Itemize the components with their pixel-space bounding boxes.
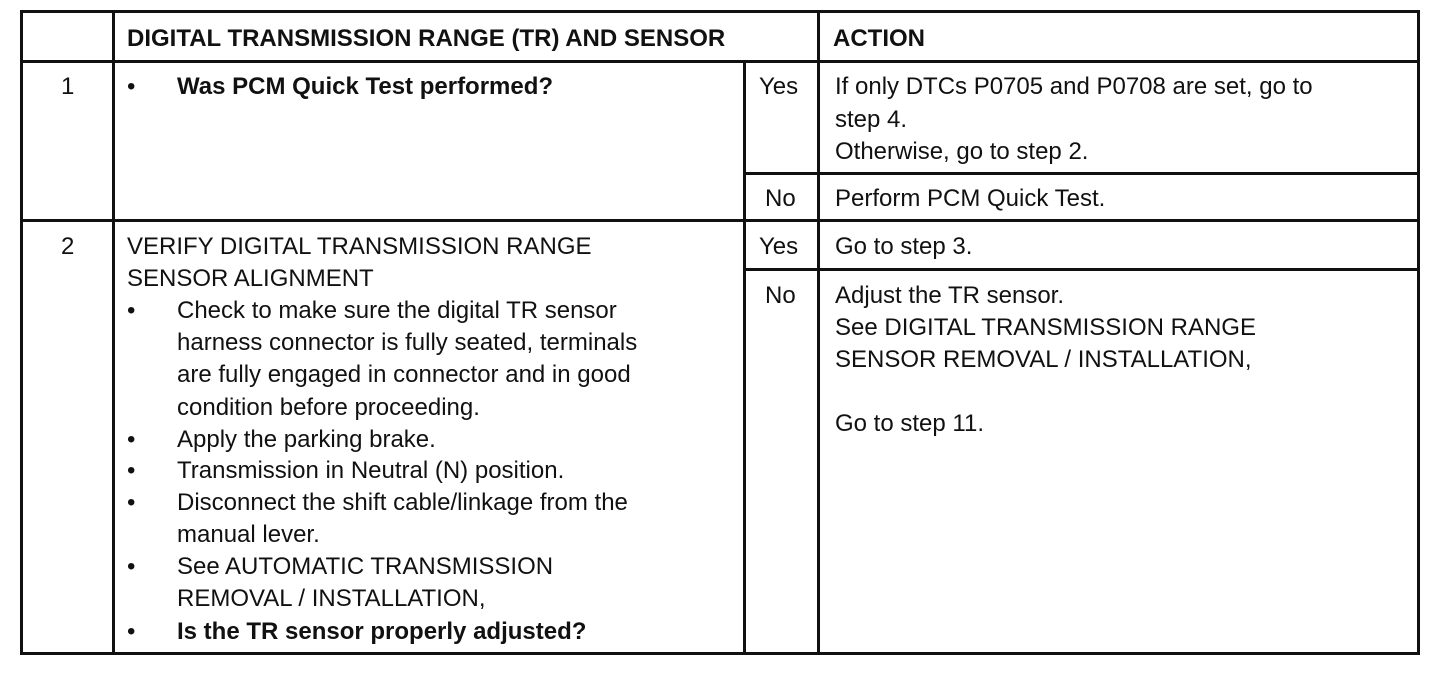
row1-no-action-line: Perform PCM Quick Test. — [835, 185, 1106, 212]
diagnostic-table — [20, 10, 1420, 655]
bullet-icon: • — [127, 489, 136, 516]
row2-bullet-line: Check to make sure the digital TR sensor — [177, 297, 617, 324]
row-divider — [23, 219, 1417, 222]
row2-no-action-line: Adjust the TR sensor. — [835, 282, 1065, 309]
row2-bullet-line: Apply the parking brake. — [177, 426, 436, 453]
row2-title-line: SENSOR ALIGNMENT — [127, 265, 374, 292]
bullet-icon: • — [127, 457, 136, 484]
row2-bullet-line: Transmission in Neutral (N) position. — [177, 457, 565, 484]
header-action-title: ACTION — [833, 25, 925, 52]
row2-bullet-line: See AUTOMATIC TRANSMISSION — [177, 553, 554, 580]
row2-number: 2 — [61, 233, 75, 260]
row1-yes-action-line: step 4. — [835, 106, 908, 133]
bullet-icon: • — [127, 618, 136, 645]
row2-no-action-line: SENSOR REMOVAL / INSTALLATION, — [835, 346, 1252, 373]
bullet-icon: • — [127, 73, 136, 100]
row1-yes-no-divider — [743, 172, 1417, 175]
row1-yes-label: Yes — [759, 73, 799, 100]
row2-bullet-line: condition before proceeding. — [177, 394, 480, 421]
row2-title-line: VERIFY DIGITAL TRANSMISSION RANGE — [127, 233, 592, 260]
row2-no-action-line: Go to step 11. — [835, 410, 984, 437]
row2-question: Is the TR sensor properly adjusted? — [177, 618, 587, 645]
row2-no-action-line: See DIGITAL TRANSMISSION RANGE — [835, 314, 1256, 341]
row2-no-label: No — [765, 282, 796, 309]
row2-yes-no-divider — [743, 268, 1417, 271]
row2-yes-action-line: Go to step 3. — [835, 233, 973, 260]
bullet-icon: • — [127, 553, 136, 580]
row2-yes-label: Yes — [759, 233, 799, 260]
header-divider — [23, 60, 1417, 63]
row2-bullet-line: REMOVAL / INSTALLATION, — [177, 585, 486, 612]
row2-bullet-line: are fully engaged in connector and in good — [177, 361, 631, 388]
row1-no-label: No — [765, 185, 796, 212]
number-col-divider — [112, 13, 115, 652]
bullet-icon: • — [127, 297, 136, 324]
action-col-divider — [817, 13, 820, 652]
header-step-title: DIGITAL TRANSMISSION RANGE (TR) AND SENSOR — [127, 25, 726, 52]
row1-number: 1 — [61, 73, 75, 100]
row1-yes-action-line: Otherwise, go to step 2. — [835, 138, 1089, 165]
yesno-col-divider — [743, 60, 746, 652]
bullet-icon: • — [127, 426, 136, 453]
row1-yes-action-line: If only DTCs P0705 and P0708 are set, go to — [835, 73, 1313, 100]
row2-bullet-line: manual lever. — [177, 521, 320, 548]
row2-bullet-line: harness connector is fully seated, terminals — [177, 329, 638, 356]
row2-bullet-line: Disconnect the shift cable/linkage from the — [177, 489, 628, 516]
row1-question: Was PCM Quick Test performed? — [177, 73, 554, 100]
